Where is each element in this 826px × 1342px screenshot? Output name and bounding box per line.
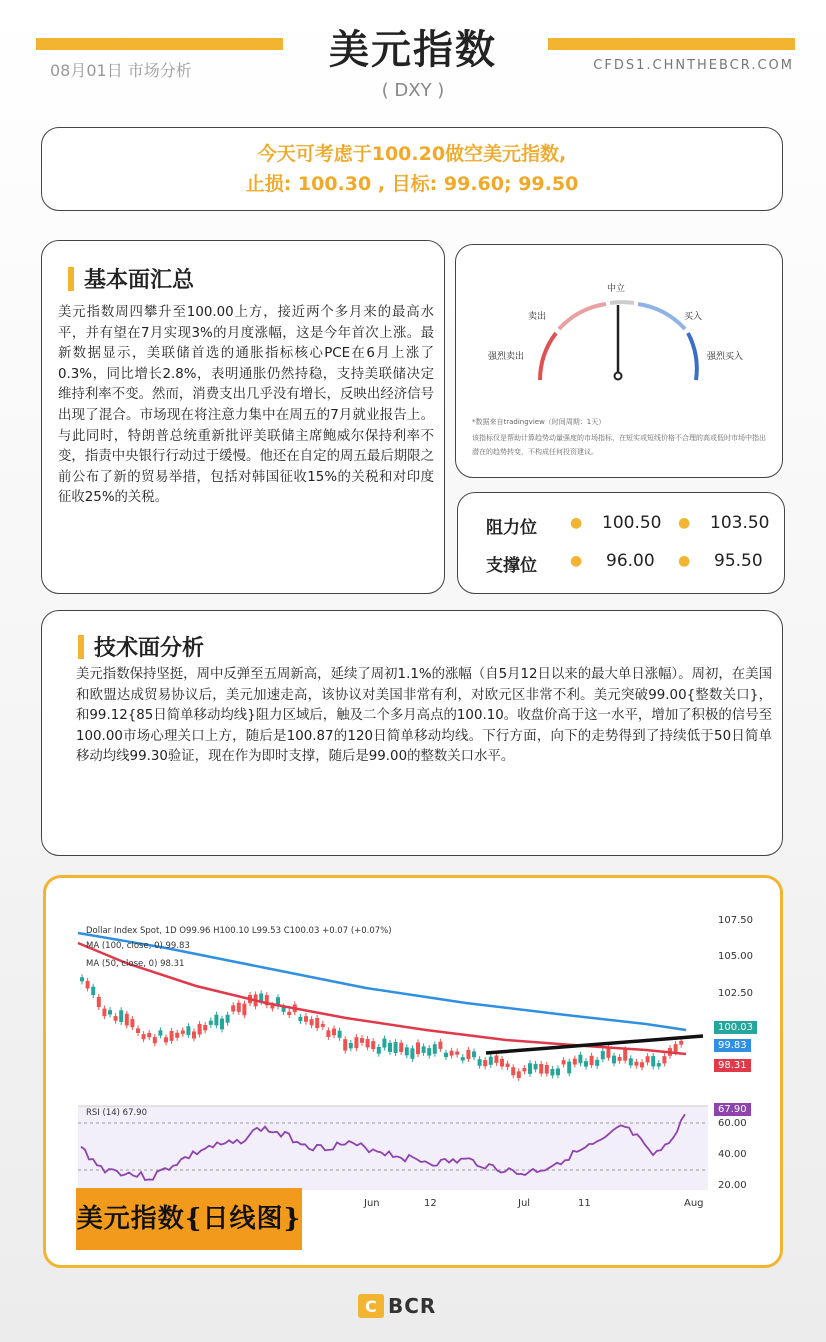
gauge-arc-strong-buy — [688, 333, 697, 380]
levels-panel — [457, 492, 785, 594]
candle-body — [506, 1064, 510, 1068]
gauge-label-strong-buy: 强烈买入 — [707, 352, 744, 362]
candle-body — [472, 1051, 476, 1057]
candle-body — [662, 1056, 666, 1063]
candle-body — [119, 1010, 123, 1022]
price-chart-panel — [43, 875, 783, 1268]
candle-body — [623, 1049, 627, 1060]
candle-body — [394, 1042, 398, 1053]
support-1: 96.00 — [606, 551, 655, 571]
candle-body — [242, 1004, 246, 1016]
candle-body — [450, 1051, 454, 1056]
candle-body — [298, 1017, 302, 1021]
candle-body — [80, 977, 84, 981]
candle-body — [136, 1028, 140, 1033]
candle-body — [388, 1043, 392, 1052]
fundamental-text: 美元指数周四攀升至100.00上方，接近两个多月来的最高水平，并有望在7月实现3%的月度涨幅，这是今年首次上涨。最新数据显示，美联储首选的通胀指标核心PCE在6月上涨了0.3%，同比增长2.8%，表明通胀仍然持稳，支持美联储决定维持利率不变。然而，消费支出几乎没有增长，反映出经济信号出现了混合。市场现在将注意力集中在周五的7月就业报告上。与此同时，特朗普总统重新批评美联储主席鲍威尔保持利率不变，指责中央银行行动过于缓慢。他还在自定的周五最后期限之前公布了新的贸易举措，包括对韩国征收15%的关税和对印度征收25%的关税。 — [58, 305, 434, 506]
resistance-2: 103.50 — [710, 513, 770, 533]
price-tick-1: 107.50 — [718, 915, 753, 926]
candle-body — [494, 1056, 498, 1063]
rsi-plot-area — [78, 1106, 708, 1190]
candle-body — [226, 1015, 230, 1023]
candle-body — [287, 1012, 291, 1015]
candle-body — [590, 1056, 594, 1065]
rsi-tick-2: 40.00 — [718, 1149, 747, 1160]
candle-body — [86, 981, 90, 989]
site-url[interactable]: CFDS1.CHNTHEBCR.COM — [593, 58, 794, 73]
candle-body — [231, 1005, 235, 1011]
x-tick-12: 12 — [424, 1198, 437, 1209]
candle-body — [461, 1057, 465, 1060]
candle-body — [511, 1067, 515, 1075]
candle-body — [517, 1071, 521, 1078]
candle-body — [679, 1041, 683, 1045]
candle-body — [651, 1056, 655, 1066]
gauge-svg — [456, 245, 782, 395]
resistance-label: 阻力位 — [486, 518, 537, 538]
technical-section — [41, 610, 783, 856]
candle-body — [310, 1019, 314, 1025]
candle-body — [405, 1047, 409, 1055]
technical-text: 美元指数保持坚挺，周中反弹至五周新高，延续了周初1.1%的涨幅（自5月12日以来的最大单日涨幅）。周初，在美国和欧盟达成贸易协议后，美元加速走高，该协议对美国非常有利，对欧元区非常不利。美元突破99.00{整数关口}，和99.12{85日简单移动均线}阻力区域后，触及二个多月高点的100.10。收盘价高于这一水平，增加了积极的信号至100.00市场心理关口上方，随后是100.87的120日简单移动均线。下行方面，向下的走势得到了持续低于50日简单移动均线99.30验证，现在作为即时支撑，随后是99.00的整数关口水平。 — [76, 667, 772, 765]
candle-body — [382, 1039, 386, 1048]
bcr-logo-icon — [358, 1294, 384, 1318]
trade-line-1: 今天可考虑于100.20做空美元指数, — [257, 143, 567, 165]
candle-body — [618, 1057, 622, 1061]
candle-body — [147, 1033, 151, 1037]
candle-body — [416, 1042, 420, 1054]
candle-body — [315, 1018, 319, 1028]
candle-body — [433, 1044, 437, 1053]
footer-logo — [358, 1294, 436, 1318]
candle-body — [343, 1039, 347, 1050]
price-tag-ma100: 99.83 — [714, 1039, 751, 1052]
bullet-icon: ● — [678, 553, 691, 569]
support-label: 支撑位 — [486, 556, 537, 576]
price-tag-ma50: 98.31 — [714, 1059, 751, 1072]
gauge-label-buy: 买入 — [684, 312, 703, 322]
candle-body — [220, 1019, 224, 1030]
candle-body — [500, 1059, 504, 1067]
sentiment-gauge-panel — [455, 244, 783, 478]
candle-body — [108, 1010, 112, 1014]
bullet-icon: ● — [570, 553, 583, 569]
candle-body — [321, 1024, 325, 1027]
candle-body — [539, 1064, 543, 1074]
gauge-pivot — [615, 373, 622, 380]
candle-body — [410, 1048, 414, 1058]
candle-body — [534, 1064, 538, 1070]
gauge-note-source: *数据来自tradingview（时间周期：1天） — [472, 418, 606, 426]
chart-legend-ma100: MA (100, close, 0) 99.83 — [86, 941, 190, 951]
candle-body — [595, 1060, 599, 1066]
candle-body — [483, 1060, 487, 1066]
candle-body — [646, 1056, 650, 1062]
candle-body — [606, 1047, 610, 1057]
gauge-note-disclaimer: 该指标仅是帮助计算趋势动量强度的市场指标，在短实或短线价格不合理的高或低时市场中指出潜在的趋势转变，不构成任何投资建议。 — [472, 434, 766, 456]
price-tag-close: 100.03 — [714, 1021, 757, 1034]
candle-body — [567, 1062, 571, 1074]
candle-body — [332, 1029, 336, 1036]
candle-body — [175, 1033, 179, 1038]
candle-body — [634, 1062, 638, 1066]
fundamental-title-text: 基本面汇总 — [84, 268, 195, 293]
candle-body — [142, 1034, 146, 1039]
candle-body — [304, 1016, 308, 1022]
candle-body — [657, 1063, 661, 1066]
candle-body — [125, 1014, 129, 1026]
candle-body — [489, 1057, 493, 1065]
candle-body — [366, 1039, 370, 1047]
x-tick-aug: Aug — [684, 1198, 704, 1209]
candle-body — [444, 1053, 448, 1057]
trade-line-2: 止损: 100.30 , 目标: 99.60; 99.50 — [245, 173, 579, 195]
candle-body — [158, 1030, 162, 1035]
title-marker — [68, 267, 74, 291]
candle-body — [466, 1050, 470, 1059]
bullet-icon: ● — [678, 515, 691, 531]
candle-body — [192, 1031, 196, 1038]
candle-body — [349, 1043, 353, 1048]
gauge-arc-strong-sell — [540, 333, 556, 380]
candle-body — [181, 1030, 185, 1033]
candle-body — [584, 1061, 588, 1066]
gauge-arc-buy — [638, 304, 685, 329]
candle-body — [522, 1068, 526, 1071]
candle-body — [528, 1063, 532, 1074]
fundamental-section — [41, 240, 445, 594]
price-tick-2: 105.00 — [718, 951, 753, 962]
chart-legend-price: Dollar Index Spot, 1D O99.96 H100.10 L99.53 C100.03 +0.07 (+0.07%) — [86, 926, 392, 936]
page-subtitle: ( DXY ) — [381, 80, 445, 101]
candle-body — [102, 1009, 106, 1016]
candle-body — [97, 997, 101, 1007]
title-marker — [78, 635, 84, 659]
candle-body — [170, 1031, 174, 1041]
support-2: 95.50 — [714, 551, 763, 571]
chart-legend-rsi: RSI (14) 67.90 — [86, 1108, 147, 1118]
candle-body — [164, 1037, 168, 1042]
candle-body — [153, 1037, 157, 1043]
candle-body — [578, 1055, 582, 1064]
bullet-icon: ● — [570, 515, 583, 531]
candle-body — [629, 1058, 633, 1065]
candle-body — [438, 1042, 442, 1049]
candle-body — [214, 1015, 218, 1026]
candle-body — [377, 1047, 381, 1054]
candle-body — [550, 1069, 554, 1075]
candle-body — [545, 1065, 549, 1074]
page-title: 美元指数 — [329, 27, 497, 73]
candle-body — [399, 1043, 403, 1052]
gauge-arc-neutral — [610, 302, 634, 303]
candle-body — [371, 1041, 375, 1049]
technical-title — [78, 631, 204, 662]
rsi-tick-1: 60.00 — [718, 1118, 747, 1129]
rsi-tag: 67.90 — [714, 1103, 751, 1116]
candle-body — [455, 1051, 459, 1054]
candle-body — [326, 1030, 330, 1037]
candle-body — [478, 1059, 482, 1066]
candle-body — [640, 1062, 644, 1067]
candle-body — [422, 1046, 426, 1053]
candle-body — [114, 1016, 118, 1021]
candle-body — [562, 1060, 566, 1064]
gauge-label-neutral: 中立 — [607, 284, 626, 294]
fundamental-title — [68, 263, 194, 294]
gauge-label-strong-sell: 强烈卖出 — [488, 352, 525, 362]
rsi-tick-3: 20.00 — [718, 1180, 747, 1191]
resistance-1: 100.50 — [602, 513, 662, 533]
gauge-label-sell: 卖出 — [528, 312, 547, 322]
chart-legend-ma50: MA (50, close, 0) 98.31 — [86, 959, 185, 969]
candle-body — [338, 1031, 342, 1038]
x-tick-jul: Jul — [518, 1198, 531, 1209]
candle-body — [674, 1044, 678, 1052]
chart-stamp: 美元指数{日线图} — [76, 1188, 302, 1250]
candle-body — [186, 1026, 190, 1035]
candle-body — [601, 1051, 605, 1059]
svg-text:C: C — [365, 1297, 377, 1316]
candle-body — [354, 1037, 358, 1048]
price-tick-3: 102.50 — [718, 988, 753, 999]
candle-body — [91, 987, 95, 995]
bcr-logo-text: BCR — [388, 1294, 437, 1318]
candle-body — [427, 1048, 431, 1056]
candle-body — [130, 1019, 134, 1027]
x-tick-jun: Jun — [364, 1198, 380, 1209]
candle-body — [209, 1021, 213, 1025]
candle-body — [612, 1056, 616, 1064]
candle-body — [237, 1003, 241, 1012]
candle-body — [556, 1069, 560, 1076]
candle-body — [203, 1025, 207, 1030]
technical-title-text: 技术面分析 — [94, 636, 205, 661]
x-tick-11: 11 — [578, 1198, 591, 1209]
candle-body — [198, 1024, 202, 1035]
candle-body — [360, 1038, 364, 1043]
candle-body — [573, 1059, 577, 1065]
trade-idea-box — [41, 127, 783, 211]
gauge-arc-sell — [559, 304, 606, 329]
report-date: 08月01日 市场分析 — [50, 61, 192, 80]
